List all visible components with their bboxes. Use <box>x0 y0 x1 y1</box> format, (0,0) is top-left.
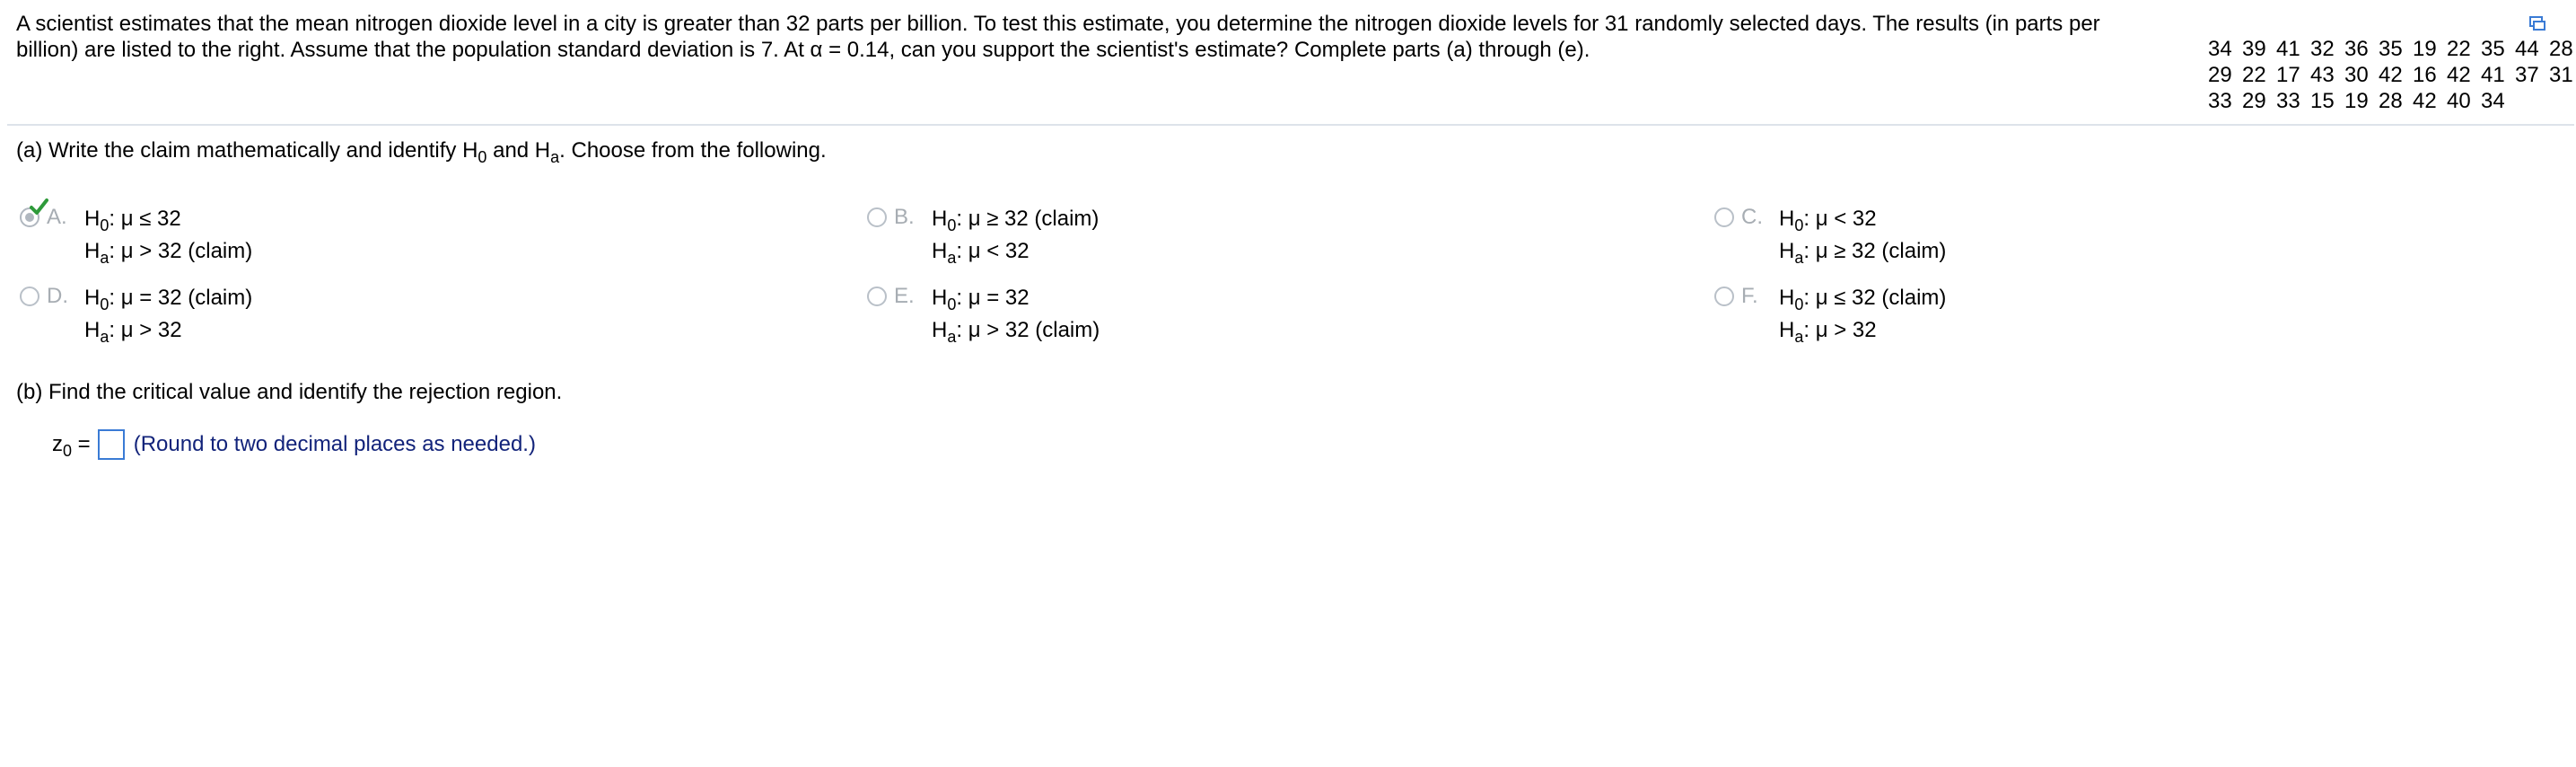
option-e[interactable] <box>867 282 1100 347</box>
z-eq: = <box>72 432 91 456</box>
data-cell: 33 <box>2208 89 2232 113</box>
h0-text: : μ ≥ 32 (claim) <box>956 207 1100 231</box>
ha-text: : μ > 32 <box>1803 318 1877 342</box>
data-cell: 30 <box>2344 63 2369 87</box>
data-row <box>2208 88 2576 114</box>
hypotheses <box>1779 282 1946 347</box>
ha-line: $H_a$: μ ≥ 32 (claim) <box>1779 239 1947 267</box>
critical-value-input[interactable] <box>98 429 125 460</box>
data-cell: 42 <box>2413 89 2437 113</box>
data-cell: 34 <box>2481 89 2505 113</box>
data-cell: 33 <box>2276 89 2300 113</box>
part-a-label-pre: (a) Write the claim mathematically and identify H <box>16 138 478 163</box>
data-cell: 28 <box>2379 89 2403 113</box>
ha-text: : μ ≥ 32 (claim) <box>1803 239 1947 263</box>
radio-option-f[interactable] <box>1714 287 1734 306</box>
rounding-hint: (Round to two decimal places as needed.) <box>133 432 536 456</box>
option-letter: E. <box>894 284 915 308</box>
sub-a: a <box>550 148 560 166</box>
data-row <box>2208 62 2576 88</box>
data-cell: 17 <box>2276 63 2300 87</box>
ha-line: $H_a$: μ > 32 <box>84 318 182 346</box>
data-cell: 39 <box>2242 37 2266 61</box>
sub-0: 0 <box>478 148 487 166</box>
z-sub: 0 <box>63 442 73 460</box>
hypotheses <box>84 282 252 347</box>
h0-text: : μ = 32 <box>956 286 1030 310</box>
data-cell: 41 <box>2481 63 2505 87</box>
problem-statement: A scientist estimates that the mean nitrogen dioxide level in a city is greater than 32 parts per billion. To test this estimate, you determine the nitrogen dioxide levels for 31 randomly selected days. The results (in parts per billion) are listed to the right. Assume that the population standard deviation is 7. At α = 0.14, can you support the scientist's estimate? Complete parts (a) through (e). <box>16 12 2100 62</box>
data-cell: 19 <box>2344 89 2369 113</box>
part-b-prompt: (b) Find the critical value and identify the rejection region. <box>16 380 563 404</box>
data-cell: 15 <box>2310 89 2335 113</box>
hypotheses <box>932 282 1100 347</box>
checkmark-icon <box>29 198 48 217</box>
h0-text: : μ < 32 <box>1803 207 1877 231</box>
data-cell: 41 <box>2276 37 2300 61</box>
option-letter: D. <box>47 284 68 308</box>
radio-option-c[interactable] <box>1714 207 1734 227</box>
data-row <box>2208 36 2576 62</box>
data-cell: 36 <box>2344 37 2369 61</box>
h0-line: $H_0$: μ ≤ 32 (claim) <box>1779 286 1947 313</box>
section-divider <box>7 124 2574 126</box>
critical-value-row <box>52 429 536 460</box>
z-letter: z <box>52 432 63 456</box>
data-cell: 35 <box>2481 37 2505 61</box>
data-cell: 29 <box>2242 89 2266 113</box>
z0-label <box>52 432 91 460</box>
data-cell: 42 <box>2447 63 2471 87</box>
data-cell: 44 <box>2515 37 2539 61</box>
radio-option-e[interactable] <box>867 287 887 306</box>
ha-line: $H_a$: μ > 32 <box>1779 318 1877 346</box>
ha-text: : μ > 32 (claim) <box>956 318 1100 342</box>
option-d[interactable] <box>20 282 252 347</box>
part-a-label-mid: and H <box>486 138 551 163</box>
option-letter: F. <box>1741 284 1758 308</box>
part-a-prompt <box>16 138 827 166</box>
radio-option-b[interactable] <box>867 207 887 227</box>
data-cell: 29 <box>2208 63 2232 87</box>
h0-line: $H_0$: μ ≤ 32 <box>84 207 181 234</box>
ha-line: $H_a$: μ < 32 <box>932 239 1030 267</box>
option-a[interactable] <box>20 203 252 268</box>
option-c[interactable] <box>1714 203 1946 268</box>
h0-text: : μ ≤ 32 (claim) <box>1803 286 1947 310</box>
data-cell: 37 <box>2515 63 2539 87</box>
data-cell: 31 <box>2549 63 2573 87</box>
data-cell: 28 <box>2549 37 2573 61</box>
data-cell: 35 <box>2379 37 2403 61</box>
data-cell: 22 <box>2242 63 2266 87</box>
hypotheses <box>1779 203 1946 268</box>
data-cell: 16 <box>2413 63 2437 87</box>
part-a-label-post: . Choose from the following. <box>559 138 827 163</box>
h0-text: : μ = 32 (claim) <box>109 286 253 310</box>
popout-icon[interactable] <box>2529 16 2545 31</box>
h0-line: $H_0$: μ = 32 (claim) <box>84 286 253 313</box>
h0-line: $H_0$: μ < 32 <box>1779 207 1877 234</box>
data-cell: 22 <box>2447 37 2471 61</box>
data-cell: 19 <box>2413 37 2437 61</box>
ha-line: $H_a$: μ > 32 (claim) <box>84 239 253 267</box>
data-cell: 43 <box>2310 63 2335 87</box>
h0-line: $H_0$: μ ≥ 32 (claim) <box>932 207 1100 234</box>
ha-text: : μ > 32 <box>109 318 182 342</box>
ha-text: : μ < 32 <box>956 239 1030 263</box>
option-letter: A. <box>47 205 67 229</box>
option-letter: B. <box>894 205 915 229</box>
hypotheses <box>932 203 1099 268</box>
data-cell: 32 <box>2310 37 2335 61</box>
option-b[interactable] <box>867 203 1099 268</box>
radio-option-d[interactable] <box>20 287 39 306</box>
hypotheses <box>84 203 252 268</box>
option-f[interactable] <box>1714 282 1946 347</box>
option-letter: C. <box>1741 205 1763 229</box>
h0-text: : μ ≤ 32 <box>109 207 181 231</box>
data-cell: 42 <box>2379 63 2403 87</box>
ha-text: : μ > 32 (claim) <box>109 239 253 263</box>
data-table <box>2208 36 2576 114</box>
data-cell: 40 <box>2447 89 2471 113</box>
ha-line: $H_a$: μ > 32 (claim) <box>932 318 1100 346</box>
data-cell: 34 <box>2208 37 2232 61</box>
h0-line: $H_0$: μ = 32 <box>932 286 1030 313</box>
